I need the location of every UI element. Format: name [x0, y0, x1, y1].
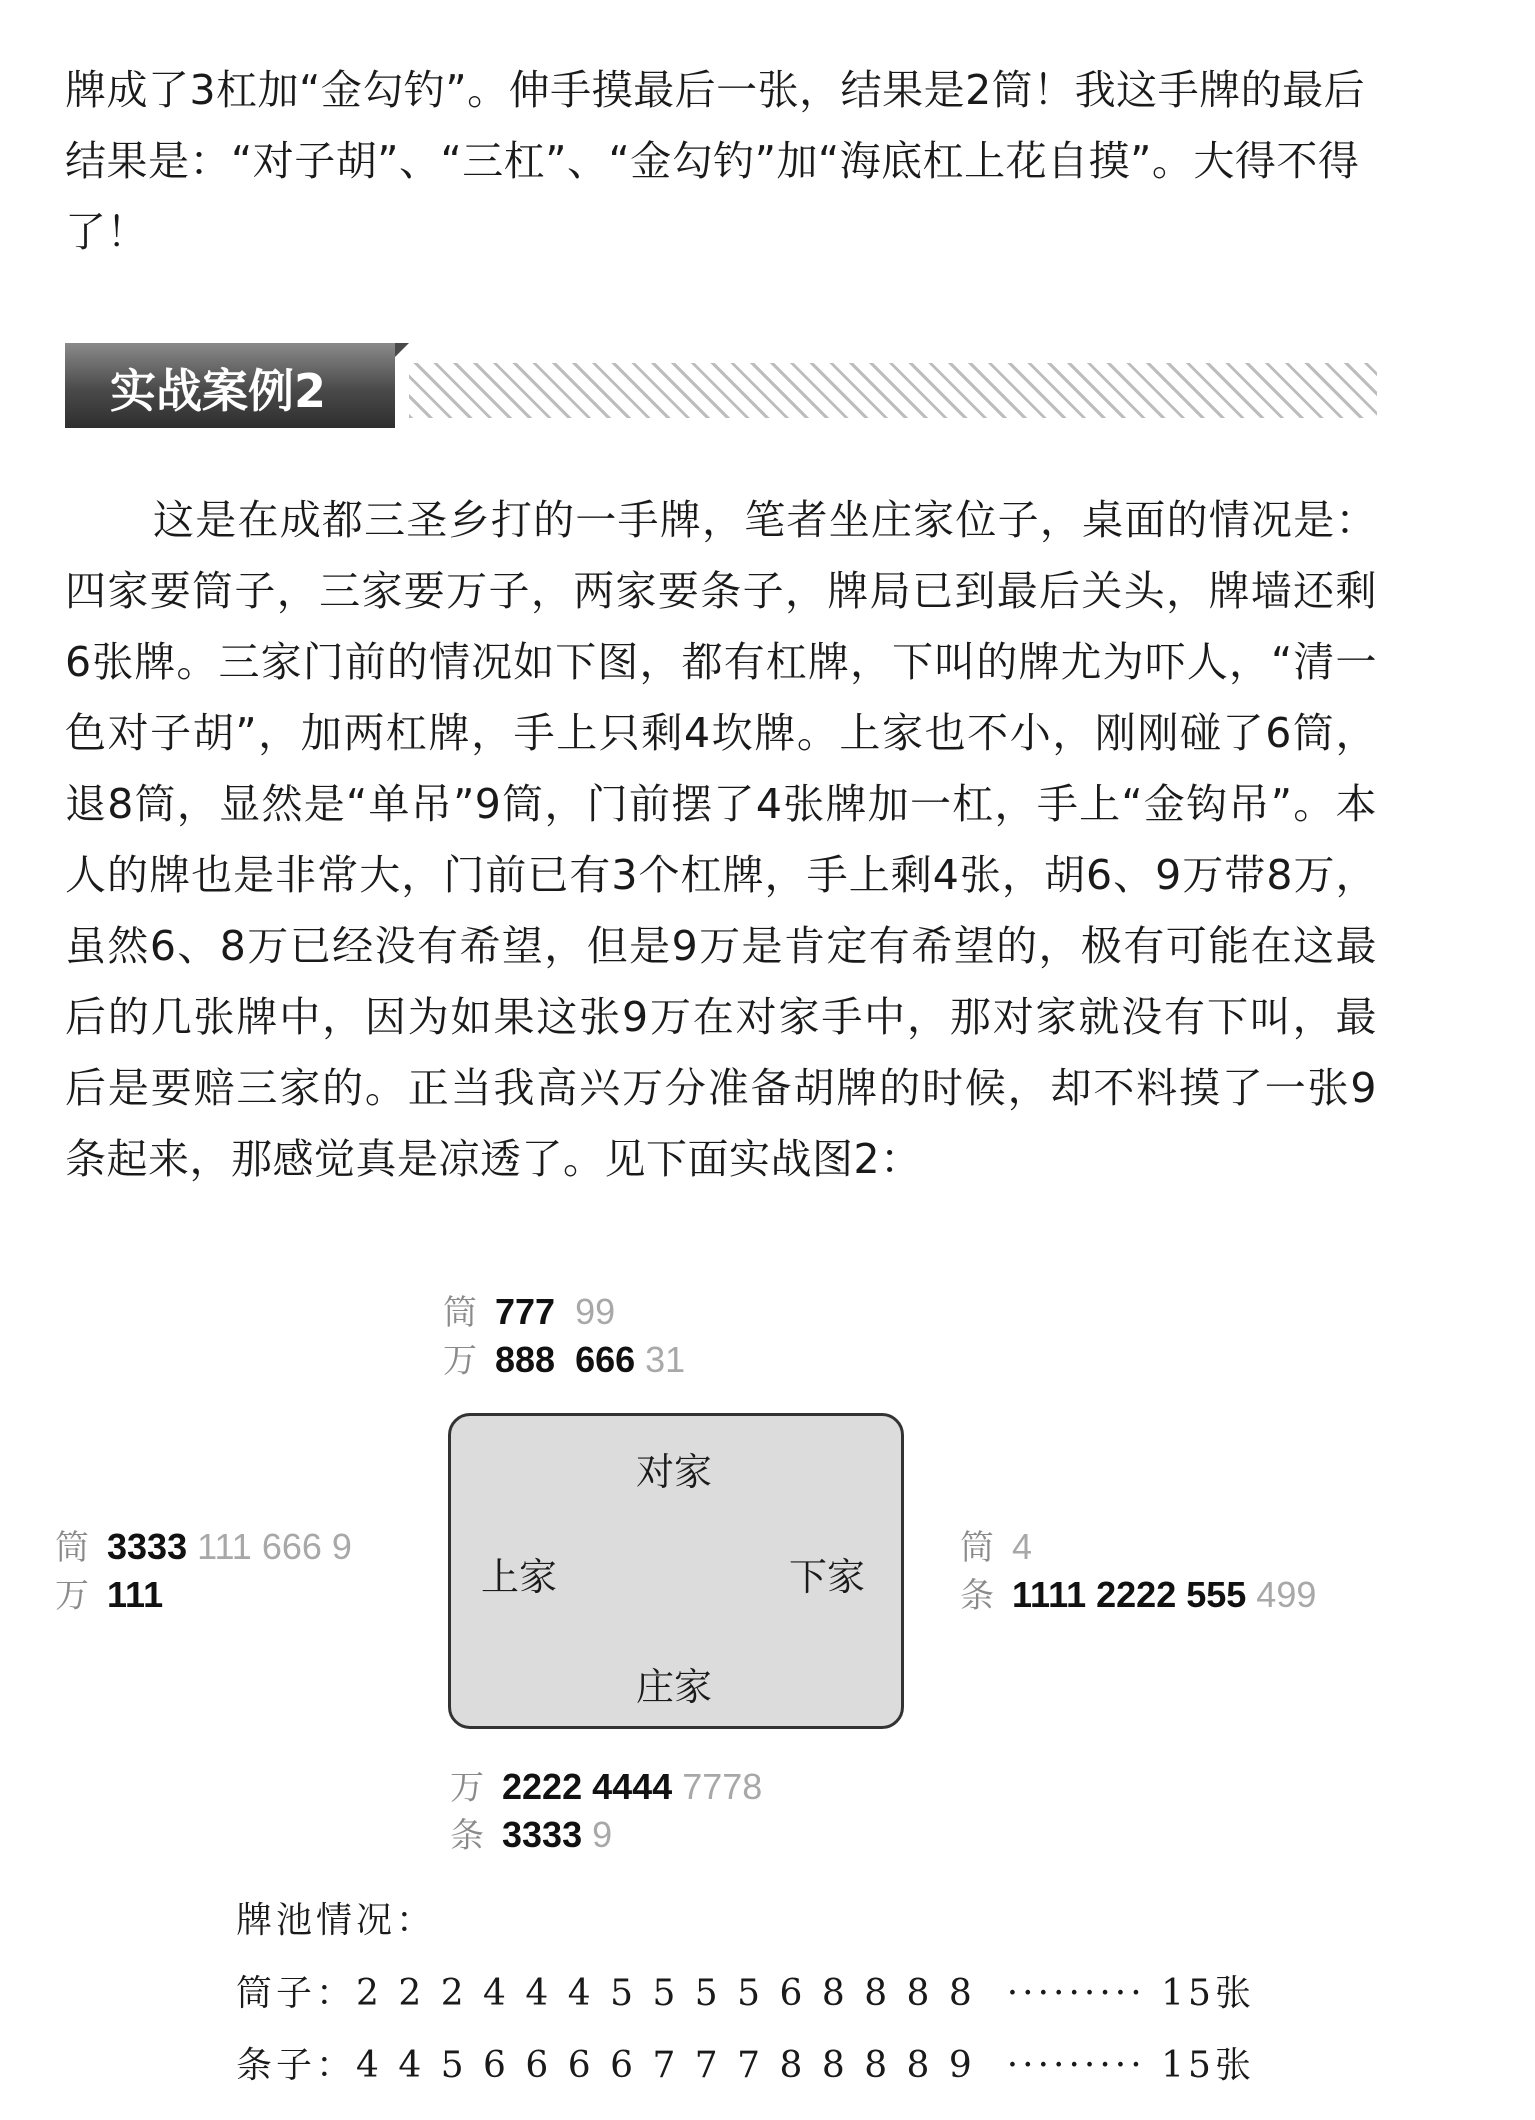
hand-top-row-2: [443, 1336, 685, 1385]
seat-bottom: 庄家: [636, 1665, 713, 1709]
hand-concealed: 499: [1256, 1574, 1317, 1615]
section-header: [65, 343, 1377, 428]
hand-concealed: 7778: [682, 1766, 763, 1807]
hand-exposed: 111: [107, 1574, 164, 1615]
hand-exposed: 1111 2222 555: [1012, 1574, 1247, 1615]
suit-label: 万: [55, 1576, 89, 1616]
suit-label: 筒: [960, 1528, 994, 1568]
pool-label: 筒子：: [236, 1973, 357, 2014]
hand-right-row-1: [960, 1523, 1032, 1572]
suit-label: 万: [443, 1341, 477, 1381]
pool-dots: ·········: [1006, 2045, 1146, 2086]
hand-exposed: 888 666: [495, 1339, 636, 1380]
pool-label: 条子：: [236, 2045, 357, 2086]
hand-concealed: 111 666 9: [197, 1526, 352, 1567]
pool-count: 15张: [1161, 1973, 1255, 2014]
section-title: 实战案例2: [110, 364, 327, 418]
main-paragraph: 这是在成都三圣乡打的一手牌，笔者坐庄家位子，桌面的情况是：四家要筒子，三家要万子，两家要条子，牌局已到最后关头，牌墙还剩6张牌。三家门前的情况如下图，都有杠牌，下叫的牌尤为吓人，“清一色对子胡”，加两杠牌，手上只剩4坎牌。上家也不小，刚刚碰了6筒，退8筒，显然是“单吊”9筒，门前摆了4张牌加一杠，手上“金钩吊”。本人的牌也是非常大，门前已有3个杠牌，手上剩4张，胡6、9万带8万，虽然6、8万已经没有希望，但是9万是肯定有希望的，极有可能在这最后的几张牌中，因为如果这张9万在对家手中，那对家就没有下叫，最后是要赔三家的。正当我高兴万分准备胡牌的时候，却不料摸了一张9条起来，那感觉真是凉透了。见下面实战图2：: [65, 496, 1377, 1183]
suit-label: 筒: [55, 1528, 89, 1568]
hand-top-row-1: [443, 1288, 615, 1337]
hand-exposed: 777: [495, 1291, 556, 1332]
mahjong-table: [448, 1413, 904, 1729]
intro-paragraph: 牌成了3杠加“金勾钓”。伸手摸最后一张，结果是2筒！我这手牌的最后结果是：“对子胡”、“三杠”、“金勾钓”加“海底杠上花自摸”。大得不得了！: [65, 66, 1366, 256]
section-stripe-band: [409, 363, 1377, 418]
pool-tiles: 2 2 2 4 4 4 5 5 5 5 6 8 8 8 8: [356, 1973, 976, 2014]
hand-left-row-1: [55, 1523, 352, 1572]
hand-concealed: 4: [1012, 1526, 1033, 1567]
hand-concealed: 99: [575, 1291, 616, 1332]
hand-bottom-row-1: [450, 1763, 762, 1812]
pool-title: 牌池情况：: [236, 1900, 437, 1941]
hand-concealed: 31: [645, 1339, 686, 1380]
hand-left-row-2: [55, 1571, 163, 1620]
hand-exposed: 3333: [502, 1814, 583, 1855]
hand-exposed: 2222 4444: [502, 1766, 673, 1807]
pool-dots: ·········: [1006, 1973, 1146, 2014]
suit-label: 万: [450, 1768, 484, 1808]
suit-label: 条: [450, 1816, 484, 1856]
section-notch: [395, 343, 409, 357]
section-label-box: [65, 343, 395, 428]
seat-top: 对家: [636, 1450, 713, 1494]
seat-left: 上家: [481, 1555, 558, 1599]
hand-right-row-2: [960, 1571, 1316, 1620]
suit-label: 条: [960, 1576, 994, 1616]
pool-count: 15张: [1161, 2045, 1255, 2086]
hand-exposed: 3333: [107, 1526, 188, 1567]
pool-tiles: 4 4 5 6 6 6 6 7 7 7 8 8 8 8 9: [356, 2045, 976, 2086]
seat-right: 下家: [789, 1555, 866, 1599]
hand-bottom-row-2: [450, 1811, 612, 1860]
suit-label: 筒: [443, 1293, 477, 1333]
hand-concealed: 9: [592, 1814, 613, 1855]
pool-row-tong: [236, 1965, 1255, 2016]
pool-row-tiao: [236, 2037, 1255, 2088]
